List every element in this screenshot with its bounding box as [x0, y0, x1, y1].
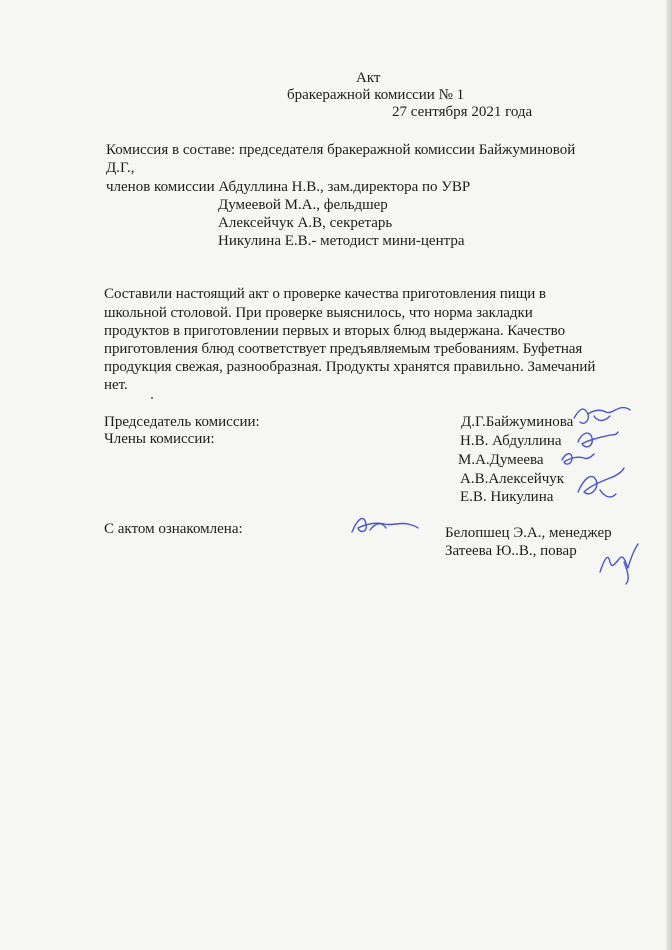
- signatory-name: А.В.Алексейчук: [460, 471, 565, 487]
- body-line: продуктов в приготовлении первых и вторых блюд выдержана. Качество: [104, 323, 566, 339]
- signatory-name: Н.В. Абдуллина: [460, 433, 562, 449]
- body-line: приготовления блюд соответствует предъявляемым требованиям. Буфетная: [104, 341, 583, 357]
- composition-line-4: Думеевой М.А., фельдшер: [218, 197, 388, 213]
- composition-line-5: Алексейчук А.В, секретарь: [218, 215, 393, 231]
- composition-line-1: Комиссия в составе: председателя бракеражной комиссии Байжуминовой: [106, 142, 576, 158]
- acquainted-person: Белопшец Э.А., менеджер: [445, 525, 612, 541]
- doc-title: Акт: [356, 70, 381, 86]
- doc-date: 27 сентября 2021 года: [392, 104, 533, 120]
- members-label: Члены комиссии:: [104, 431, 215, 447]
- signature-cook-icon: [594, 538, 642, 586]
- composition-line-3: членов комиссии Абдуллина Н.В., зам.директора по УВР: [106, 179, 471, 195]
- signature-member-3-icon: [570, 462, 628, 508]
- doc-subtitle: бракеражной комиссии № 1: [287, 87, 465, 103]
- body-line: Составили настоящий акт о проверке качества приготовления пищи в: [104, 286, 546, 302]
- acquainted-label: С актом ознакомлена:: [104, 521, 243, 537]
- scan-speck: [151, 397, 153, 399]
- signature-acquainted-icon: [348, 510, 420, 540]
- scan-edge: [666, 0, 672, 950]
- composition-line-6: Никулина Е.В.- методист мини-центра: [218, 233, 465, 249]
- signatory-name: Е.В. Никулина: [460, 489, 554, 505]
- signatory-name: Д.Г.Байжуминова: [461, 414, 574, 430]
- body-line: нет.: [104, 377, 128, 393]
- composition-line-2: Д.Г.,: [106, 160, 135, 176]
- chair-label: Председатель комиссии:: [104, 414, 260, 430]
- body-line: школьной столовой. При проверке выяснилось, что норма закладки: [104, 305, 533, 321]
- acquainted-person: Затеева Ю..В., повар: [445, 543, 577, 559]
- signatory-name: М.А.Думеева: [458, 452, 544, 468]
- body-line: продукция свежая, разнообразная. Продукты хранятся правильно. Замечаний: [104, 359, 596, 375]
